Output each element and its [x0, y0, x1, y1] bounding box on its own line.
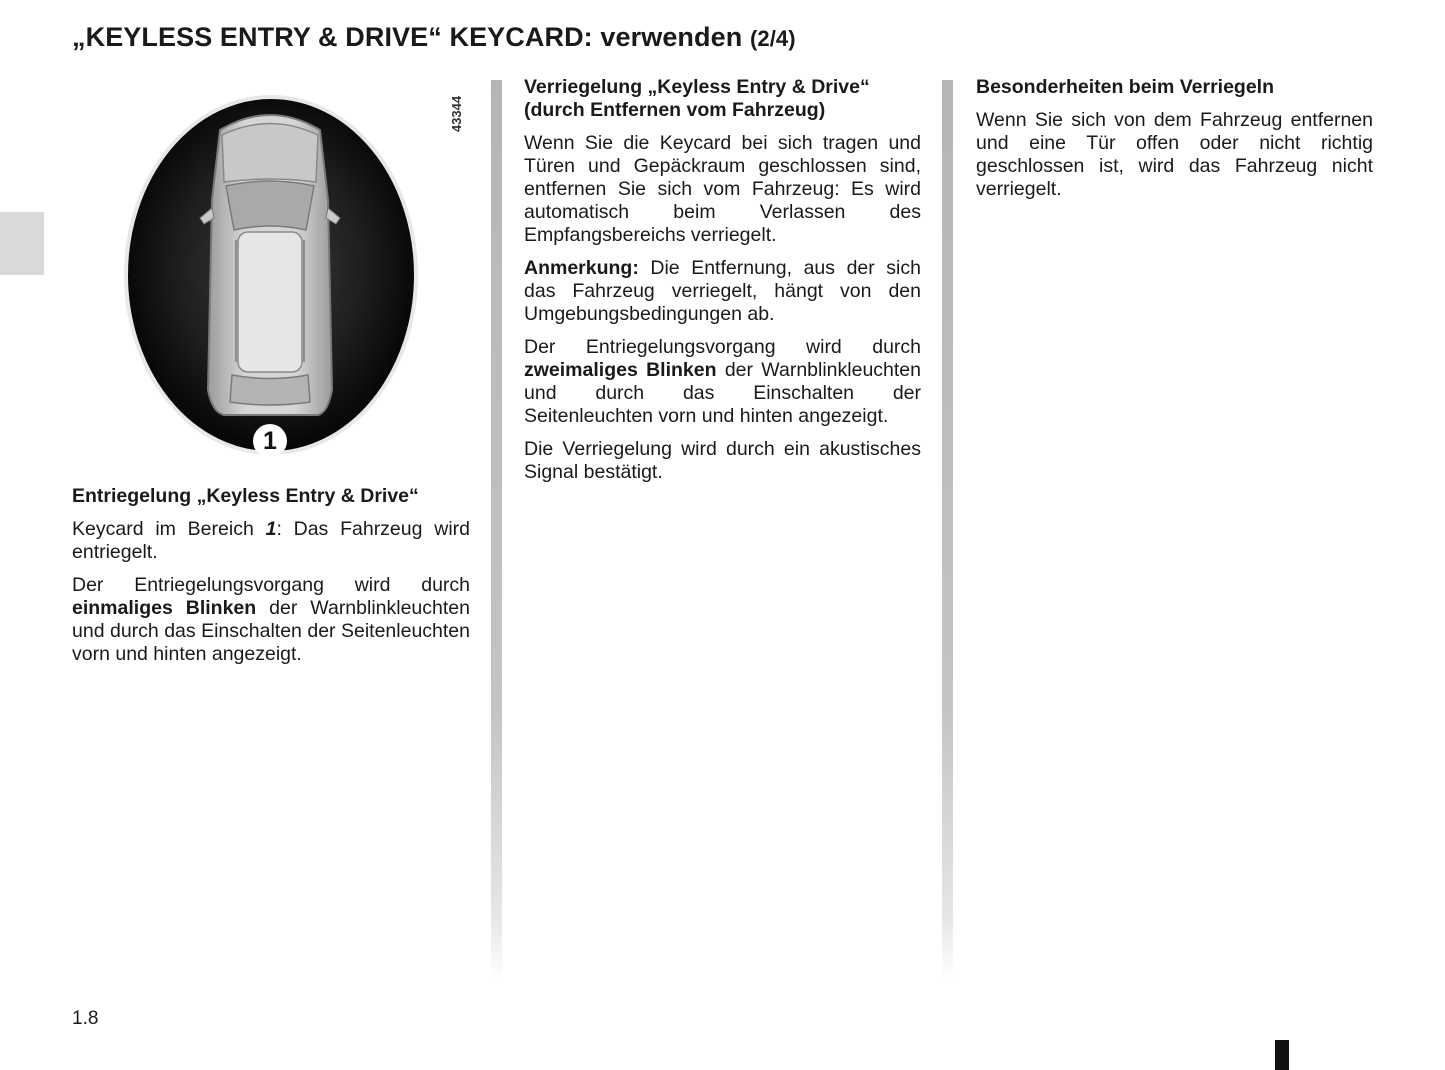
text-run: Der Entriegelungsvorgang wird durch	[524, 336, 921, 358]
car-icon	[200, 115, 340, 415]
thumb-index-mark	[1275, 1040, 1289, 1070]
paragraph: Die Verriegelung wird durch ein akustisches Signal bestätigt.	[524, 438, 921, 483]
paragraph	[524, 336, 921, 428]
zone-callout-1: 1	[253, 424, 287, 458]
text-run: Die Entfernung, aus der sich das Fahrzeug verriegelt, hängt von den Umgebungsbedingungen ab.	[524, 257, 921, 325]
page-title	[72, 22, 796, 53]
paragraph: Wenn Sie sich von dem Fahrzeug entfernen und eine Tür offen oder nicht richtig geschlossen ist, wird das Fahrzeug nicht verriegelt.	[976, 109, 1373, 200]
page-number: 1.8	[72, 1008, 99, 1029]
text-run: Der Entriegelungsvorgang wird durch	[72, 574, 470, 596]
text-run: Keycard im Bereich	[72, 518, 266, 540]
title-part: (2/4)	[749, 26, 796, 51]
text-run: der Warnblinkleuchten und durch das Einschalten der Seitenleuchten vorn und hinten angezeigt.	[72, 597, 470, 665]
section-heading-unlock: Entriegelung „Keyless Entry & Drive“	[72, 485, 419, 507]
title-text: „KEYLESS ENTRY & DRIVE“ KEYCARD: verwenden	[72, 22, 743, 52]
paragraph: Wenn Sie die Keycard bei sich tragen und Türen und Gepäckraum geschlossen sind, entfernen Sie sich vom Fahrzeug: Es wird automatisch beim Verlassen des Empfangsbereichs verriegelt.	[524, 132, 921, 246]
section-heading-locking-notes: Besonderheiten beim Verriegeln	[976, 76, 1275, 98]
paragraph	[72, 574, 470, 666]
emphasis: zweimaliges Blinken	[524, 359, 717, 381]
chapter-tab	[0, 212, 44, 275]
column-3	[976, 76, 1373, 211]
column-1	[72, 485, 470, 676]
text-run: : Das Fahrzeug wird entriegelt.	[72, 518, 471, 563]
emphasis: einmaliges Blinken	[72, 597, 257, 619]
column-2	[524, 76, 921, 494]
car-top-view-figure	[120, 90, 470, 475]
note-label: Anmerkung:	[524, 257, 639, 279]
column-divider	[491, 80, 502, 980]
zone-reference: 1	[265, 518, 277, 540]
section-heading-lock: Verriegelung „Keyless Entry & Drive“ (durch Entfernen vom Fahrzeug)	[524, 76, 870, 121]
figure-number: 43344	[448, 95, 464, 133]
text-run: der Warnblinkleuchten und durch das Einschalten der Seitenleuchten vorn und hinten angezeigt.	[524, 359, 921, 427]
column-divider	[942, 80, 953, 980]
paragraph	[524, 257, 921, 326]
keyless-zone-illustration	[120, 90, 470, 475]
paragraph	[72, 518, 470, 564]
